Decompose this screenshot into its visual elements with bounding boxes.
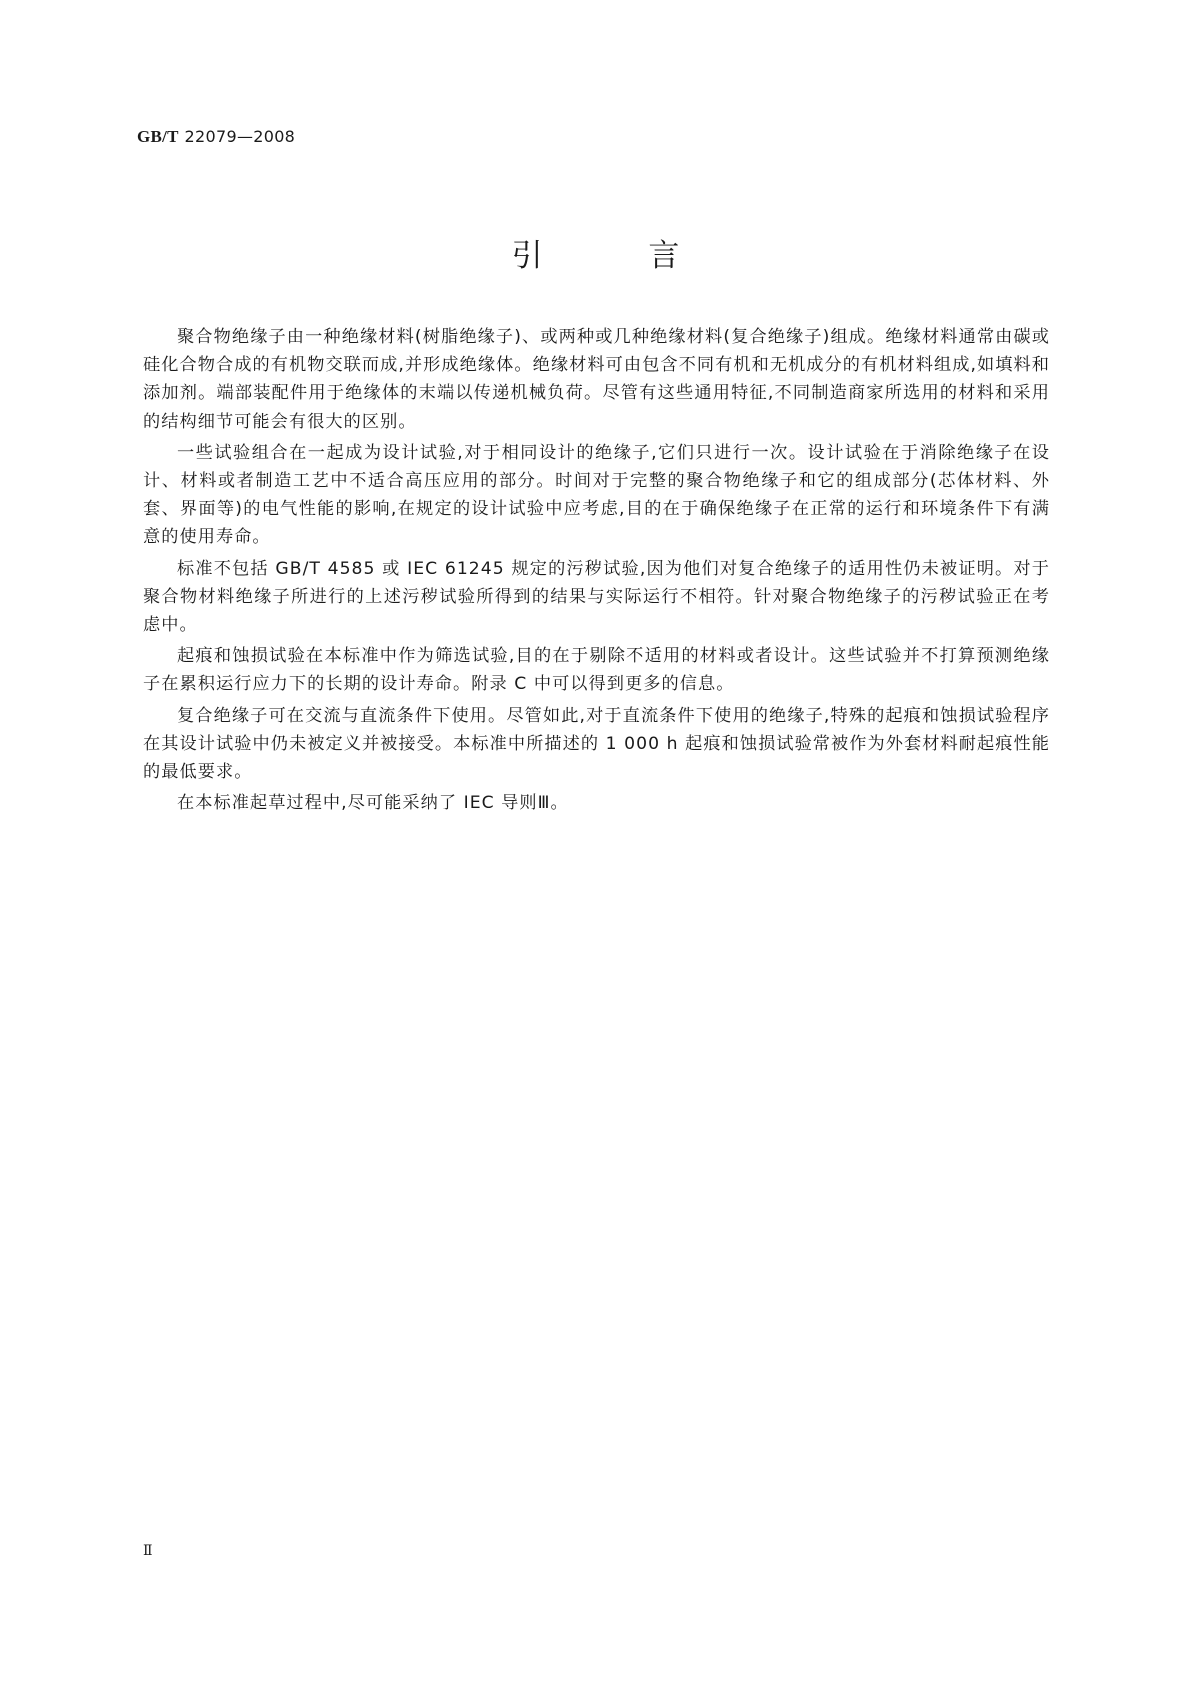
document-body [143,323,1050,820]
paragraph: 复合绝缘子可在交流与直流条件下使用。尽管如此,对于直流条件下使用的绝缘子,特殊的起痕和蚀损试验程序在其设计试验中仍未被定义并被接受。本标准中所描述的 1 000 h 起痕和蚀损试验常被作为外套材料耐起痕性能的最低要求。 [143,705,1050,783]
standard-code: GB/T [137,127,179,146]
page-number: Ⅱ [143,1544,153,1559]
document-header [137,127,295,147]
standard-number: 22079—2008 [184,127,296,146]
paragraph: 在本标准起草过程中,尽可能采纳了 IEC 导则Ⅲ。 [177,793,569,814]
page-title: 引 言 [511,238,728,274]
paragraph: 起痕和蚀损试验在本标准中作为筛选试验,目的在于剔除不适用的材料或者设计。这些试验并不打算预测绝缘子在累积运行应力下的长期的设计寿命。附录 C 中可以得到更多的信息。 [143,646,1050,695]
paragraph: 聚合物绝缘子由一种绝缘材料(树脂绝缘子)、或两种或几种绝缘材料(复合绝缘子)组成。绝缘材料通常由碳或硅化合物合成的有机物交联而成,并形成绝缘体。绝缘材料可由包含不同有机和无机成分的有机材料组成,如填料和添加剂。端部装配件用于绝缘体的末端以传递机械负荷。尽管有这些通用特征,不同制造商家所选用的材料和采用的结构细节可能会有很大的区别。 [143,327,1050,432]
paragraph: 标准不包括 GB/T 4585 或 IEC 61245 规定的污秽试验,因为他们对复合绝缘子的适用性仍未被证明。对于聚合物材料绝缘子所进行的上述污秽试验所得到的结果与实际运行不相符。针对聚合物绝缘子的污秽试验正在考虑中。 [143,558,1050,636]
paragraph: 一些试验组合在一起成为设计试验,对于相同设计的绝缘子,它们只进行一次。设计试验在于消除绝缘子在设计、材料或者制造工艺中不适合高压应用的部分。时间对于完整的聚合物绝缘子和它的组成部分(芯体材料、外套、界面等)的电气性能的影响,在规定的设计试验中应考虑,目的在于确保绝缘子在正常的运行和环境条件下有满意的使用寿命。 [143,442,1050,548]
